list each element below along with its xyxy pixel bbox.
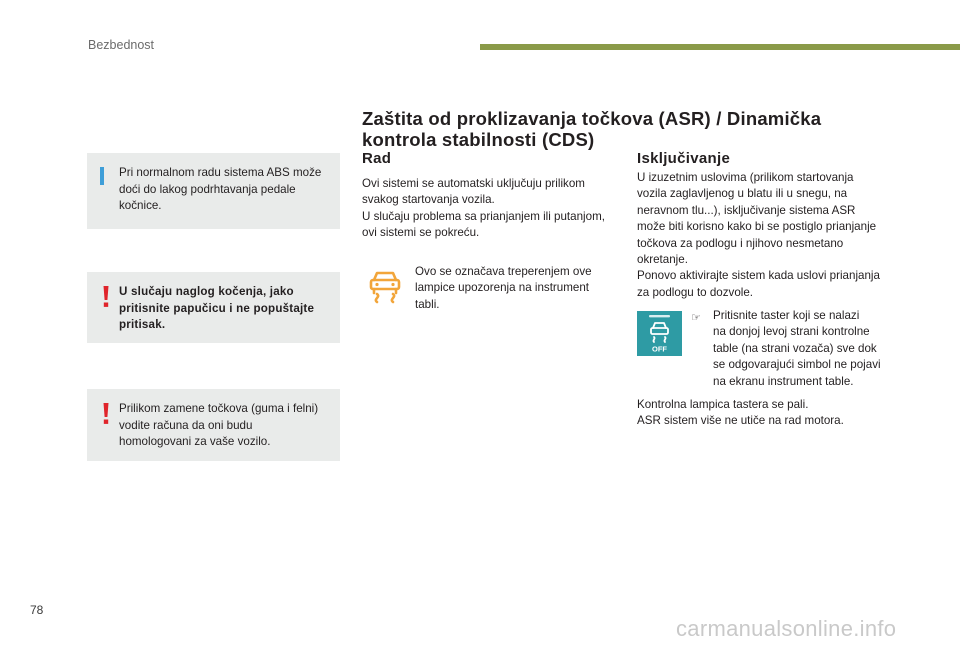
lamp-paragraph — [415, 264, 615, 313]
text-line: ASR sistem više ne utiče na rad motora. — [637, 414, 844, 428]
pointing-hand-icon: ☞ — [691, 312, 701, 324]
text-line: Ovi sistemi se automatski uključuju prilikom — [362, 177, 585, 190]
info-note-text: Pri normalnom radu sistema ABS može doći do lakog podrhtavanja pedale kočnice. — [119, 166, 322, 212]
page-title-line: Zaštita od proklizavanja točkova (ASR) / Dinamička — [362, 108, 822, 129]
text-line: tabli. — [415, 297, 440, 311]
text-line: Ovo se označava treperenjem ove — [415, 265, 592, 278]
text-line: okretanje. — [637, 253, 688, 267]
exclamation-icon — [100, 286, 112, 308]
page-title — [362, 108, 882, 150]
warning-note-braking — [87, 272, 340, 343]
text-line: Kontrolna lampica tastera se pali. — [637, 398, 809, 411]
off-label: OFF — [652, 344, 667, 354]
text-line: Ponovo aktivirajte sistem kada uslovi prianjanja — [637, 269, 880, 283]
esp-off-button-icon — [637, 311, 682, 356]
watermark: carmanualsonline.info — [676, 616, 897, 641]
text-line: se odgovarajući simbol ne pojavi — [713, 358, 881, 372]
text-line: ovi sistemi se pokreću. — [362, 226, 480, 240]
warning-note-wheels — [87, 389, 340, 461]
text-line: na ekranu instrument table. — [713, 374, 854, 388]
text-line: svakog startovanja vozila. — [362, 193, 495, 207]
text-line: U izuzetnim uslovima (prilikom startovanja — [637, 171, 854, 184]
text-line: vozila zaglavljenog u blatu ili u snegu, na — [637, 187, 848, 201]
header-accent-rule — [480, 44, 960, 50]
warning-note-wheels-text: Prilikom zamene točkova (guma i felni) vodite računa da oni budu homologovani za vaše vozilo. — [119, 402, 319, 448]
step-paragraph — [713, 308, 903, 390]
text-line: neravnom tlu...), isključivanje sistema ASR — [637, 203, 856, 217]
info-note — [87, 153, 340, 229]
result-paragraph — [637, 397, 902, 430]
warning-note-braking-text: U slučaju naglog kočenja, jako pritisnite papučicu i ne popuštajte pritisak. — [119, 285, 315, 331]
section-title-rad: Rad — [362, 150, 392, 167]
esp-off-symbol — [637, 311, 682, 356]
text-line: lampice upozorenja na instrument — [415, 281, 590, 295]
section-title-iskljucivanje: Isključivanje — [637, 150, 731, 167]
text-line: U slučaju problema sa prianjanjem ili putanjom, — [362, 209, 605, 223]
header-section-title: Bezbednost — [88, 38, 155, 52]
page-number: 78 — [30, 603, 44, 617]
exclamation-icon — [100, 403, 112, 425]
text-line: točkova za podlogu i njihovo nesmetano — [637, 236, 844, 250]
text-line: na donjoj levoj strani kontrolne — [713, 325, 870, 339]
skid-car-warning-icon — [367, 268, 403, 304]
page-title-line: kontrola stabilnosti (CDS) — [362, 129, 595, 150]
text-line: Pritisnite taster koji se nalazi — [713, 309, 860, 322]
text-line: može biti korisno kako bi se postiglo prianjanje — [637, 220, 877, 234]
text-line: za podlogu to dozvole. — [637, 285, 754, 299]
text-line: table (na strani vozača) sve dok — [713, 341, 877, 355]
info-bar-icon — [100, 167, 104, 185]
rad-paragraph — [362, 176, 622, 242]
iskljucivanje-paragraph — [637, 170, 902, 301]
